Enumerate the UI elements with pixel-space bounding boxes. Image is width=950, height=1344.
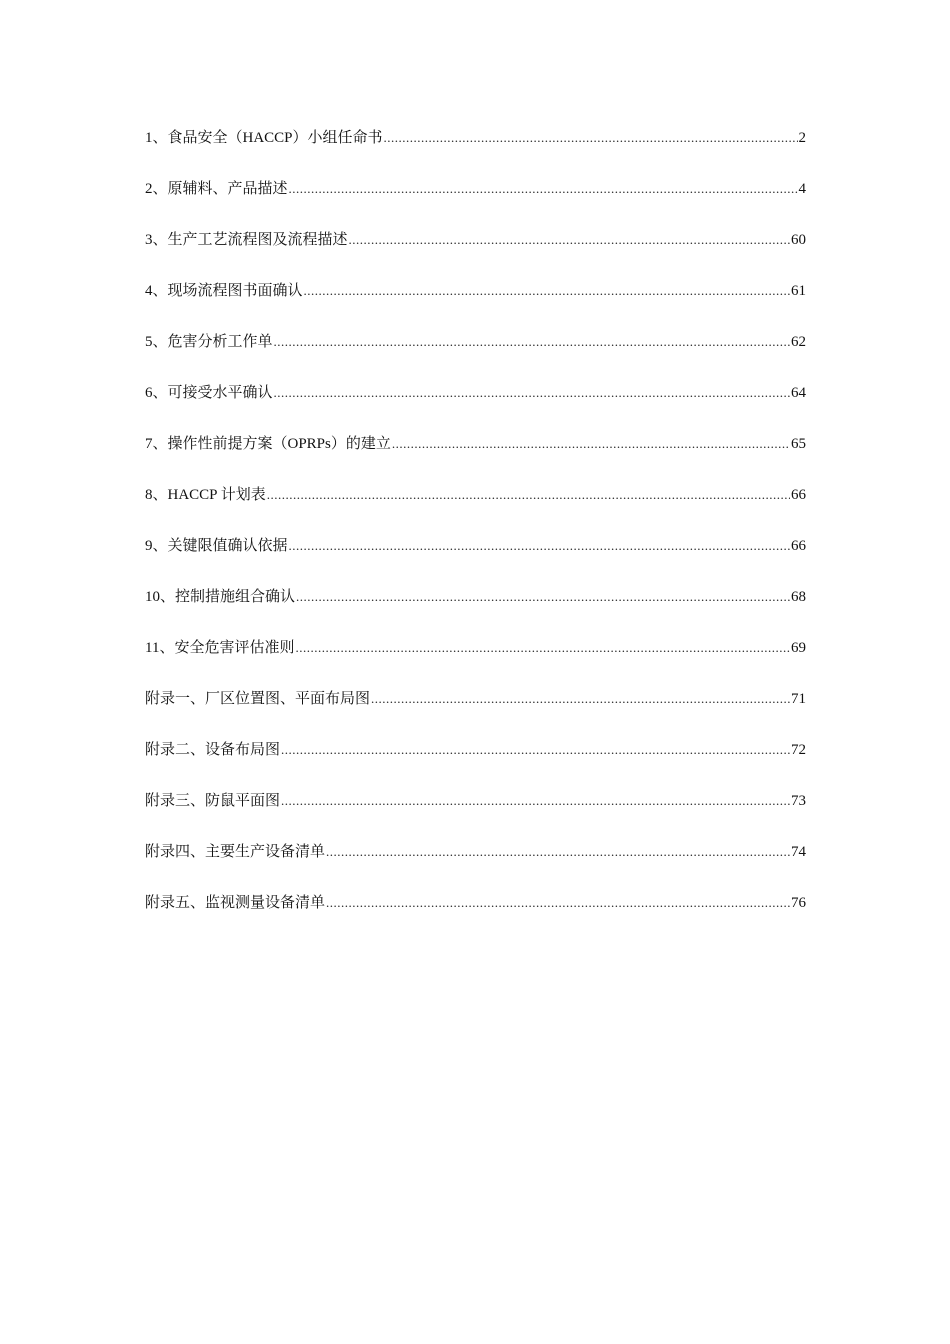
toc-entry-page: 2 bbox=[798, 130, 806, 146]
toc-dot-leader bbox=[295, 636, 790, 660]
toc-entry-title: 4、现场流程图书面确认 bbox=[145, 283, 303, 299]
toc-dot-leader bbox=[281, 738, 790, 762]
toc-entry-1[interactable] bbox=[145, 126, 806, 177]
toc-entry-title: 附录一、厂区位置图、平面布局图 bbox=[145, 691, 371, 707]
toc-entry-4[interactable] bbox=[145, 279, 806, 330]
toc-entry-title: 8、HACCP 计划表 bbox=[145, 487, 266, 503]
toc-dot-leader bbox=[274, 381, 790, 405]
toc-dot-leader bbox=[296, 585, 790, 609]
toc-entry-page: 4 bbox=[798, 181, 806, 197]
toc-entry-appendix-5[interactable] bbox=[145, 891, 806, 942]
toc-entry-page: 62 bbox=[791, 334, 806, 350]
toc-entry-2[interactable] bbox=[145, 177, 806, 228]
toc-entry-page: 68 bbox=[791, 589, 806, 605]
toc-entry-appendix-3[interactable] bbox=[145, 789, 806, 840]
toc-entry-11[interactable] bbox=[145, 636, 806, 687]
toc-dot-leader bbox=[326, 891, 790, 915]
toc-entry-10[interactable] bbox=[145, 585, 806, 636]
toc-dot-leader bbox=[349, 228, 790, 252]
toc-entry-9[interactable] bbox=[145, 534, 806, 585]
toc-entry-title: 2、原辅料、产品描述 bbox=[145, 181, 288, 197]
toc-entry-7[interactable] bbox=[145, 432, 806, 483]
table-of-contents bbox=[145, 126, 806, 942]
toc-entry-page: 71 bbox=[791, 691, 806, 707]
toc-entry-title: 3、生产工艺流程图及流程描述 bbox=[145, 232, 348, 248]
toc-entry-appendix-2[interactable] bbox=[145, 738, 806, 789]
toc-entry-title: 附录二、设备布局图 bbox=[145, 742, 281, 758]
toc-dot-leader bbox=[274, 330, 790, 354]
toc-dot-leader bbox=[281, 789, 790, 813]
toc-entry-5[interactable] bbox=[145, 330, 806, 381]
toc-dot-leader bbox=[392, 432, 790, 456]
toc-entry-page: 61 bbox=[791, 283, 806, 299]
toc-entry-title: 5、危害分析工作单 bbox=[145, 334, 273, 350]
toc-entry-appendix-4[interactable] bbox=[145, 840, 806, 891]
toc-dot-leader bbox=[384, 126, 798, 150]
toc-dot-leader bbox=[289, 177, 798, 201]
toc-entry-appendix-1[interactable] bbox=[145, 687, 806, 738]
toc-entry-page: 74 bbox=[791, 844, 806, 860]
toc-entry-page: 66 bbox=[791, 487, 806, 503]
toc-entry-page: 66 bbox=[791, 538, 806, 554]
toc-entry-page: 73 bbox=[791, 793, 806, 809]
toc-entry-title: 6、可接受水平确认 bbox=[145, 385, 273, 401]
toc-entry-title: 9、关键限值确认依据 bbox=[145, 538, 288, 554]
toc-entry-3[interactable] bbox=[145, 228, 806, 279]
toc-dot-leader bbox=[267, 483, 790, 507]
toc-dot-leader bbox=[289, 534, 790, 558]
toc-entry-title: 10、控制措施组合确认 bbox=[145, 589, 296, 605]
toc-entry-title: 7、操作性前提方案（OPRPs）的建立 bbox=[145, 436, 391, 452]
toc-entry-page: 76 bbox=[791, 895, 806, 911]
toc-entry-title: 附录五、监视测量设备清单 bbox=[145, 895, 326, 911]
toc-entry-page: 69 bbox=[791, 640, 806, 656]
toc-entry-8[interactable] bbox=[145, 483, 806, 534]
toc-entry-title: 附录三、防鼠平面图 bbox=[145, 793, 281, 809]
toc-entry-page: 65 bbox=[791, 436, 806, 452]
toc-entry-page: 64 bbox=[791, 385, 806, 401]
toc-entry-page: 60 bbox=[791, 232, 806, 248]
toc-dot-leader bbox=[304, 279, 790, 303]
toc-entry-title: 11、安全危害评估准则 bbox=[145, 640, 295, 656]
toc-entry-page: 72 bbox=[791, 742, 806, 758]
toc-entry-title: 1、食品安全（HACCP）小组任命书 bbox=[145, 130, 383, 146]
toc-entry-title: 附录四、主要生产设备清单 bbox=[145, 844, 326, 860]
toc-entry-6[interactable] bbox=[145, 381, 806, 432]
toc-dot-leader bbox=[371, 687, 790, 711]
toc-dot-leader bbox=[326, 840, 790, 864]
